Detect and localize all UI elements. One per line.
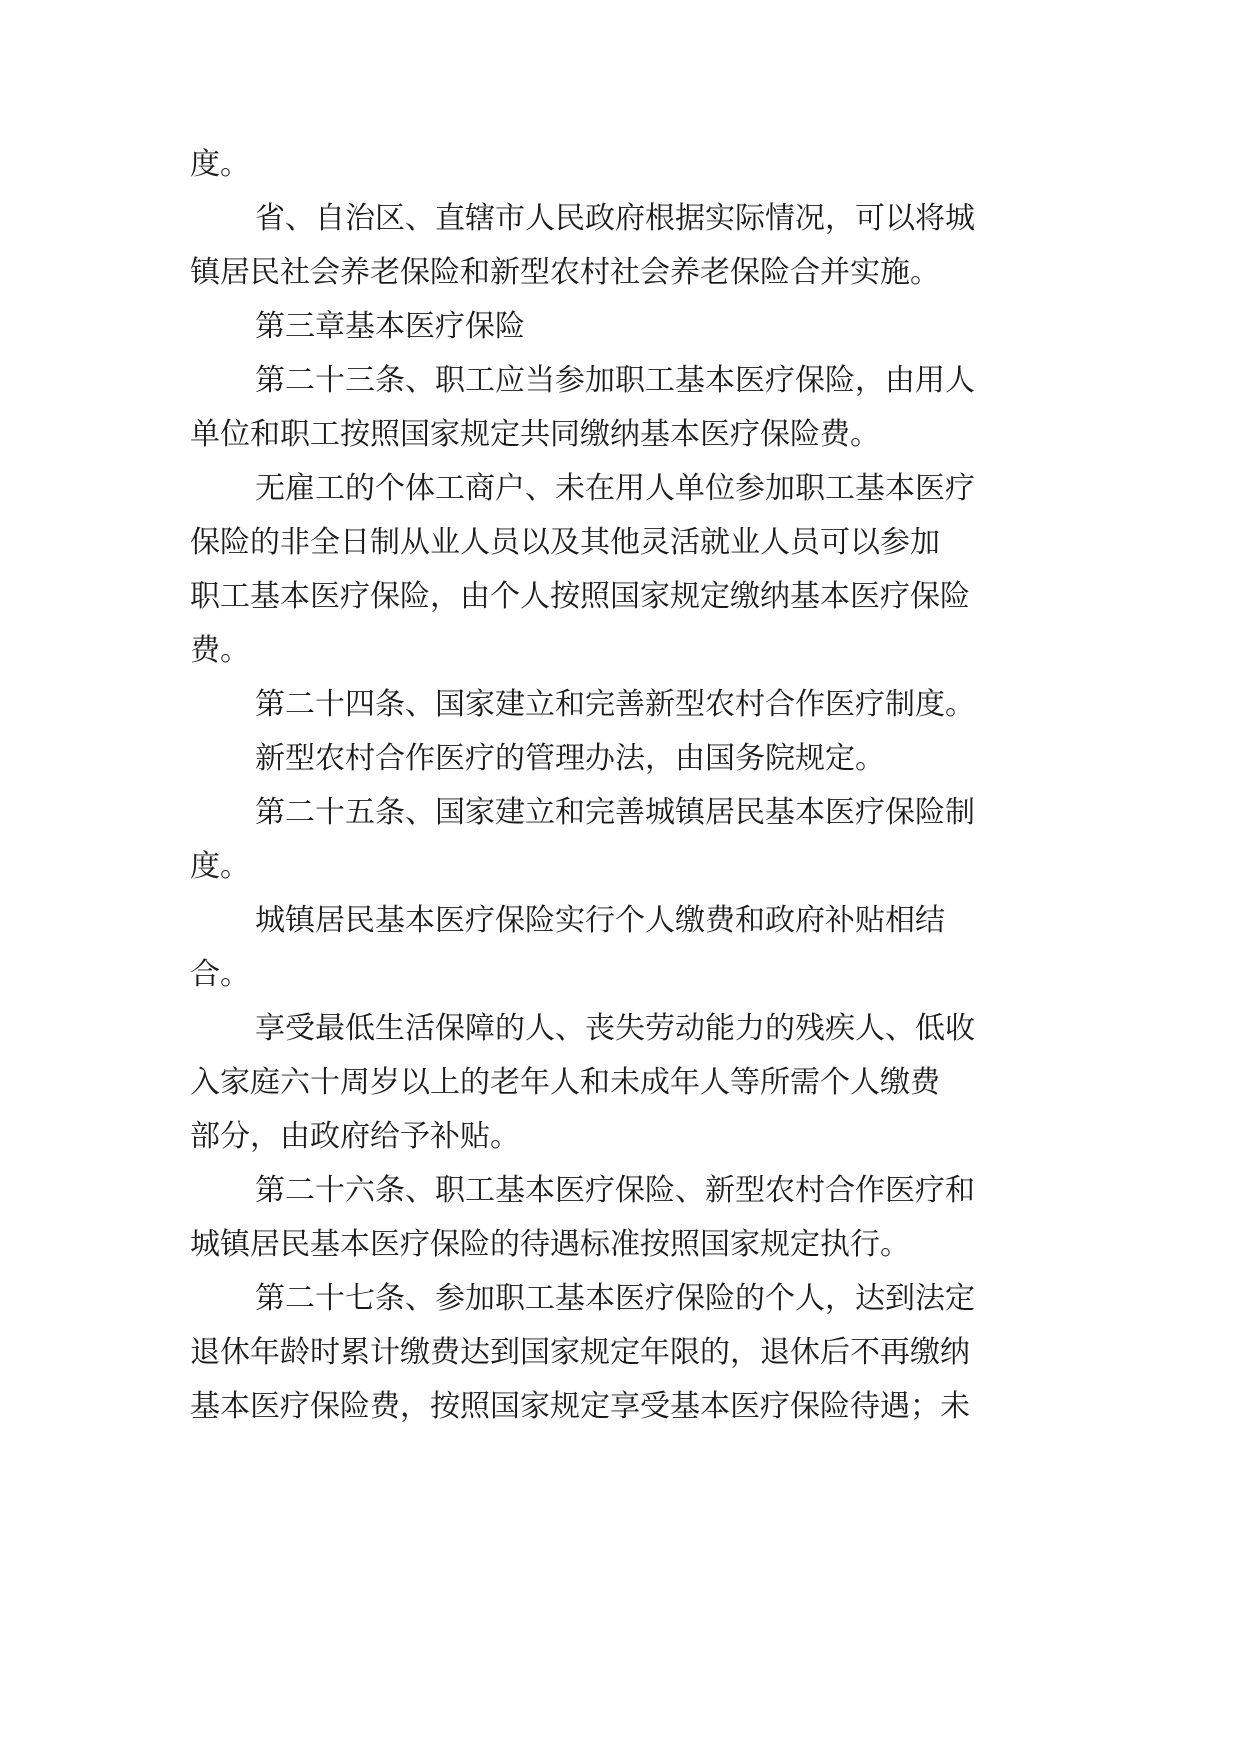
text-line: 合。 <box>190 957 250 992</box>
text-line: 费。 <box>190 633 250 668</box>
text-line: 部分，由政府给予补贴。 <box>190 1119 520 1154</box>
text-line: 无雇工的个体工商户、未在用人单位参加职工基本医疗 <box>255 471 975 506</box>
text-line: 度。 <box>190 147 250 182</box>
text-line: 新型农村合作医疗的管理办法，由国务院规定。 <box>255 741 885 776</box>
text-line: 退休年龄时累计缴费达到国家规定年限的，退休后不再缴纳 <box>190 1335 970 1370</box>
text-line: 第二十四条、国家建立和完善新型农村合作医疗制度。 <box>255 687 975 722</box>
text-line: 第二十五条、国家建立和完善城镇居民基本医疗保险制 <box>255 795 975 830</box>
text-line: 度。 <box>190 849 250 884</box>
text-line: 单位和职工按照国家规定共同缴纳基本医疗保险费。 <box>190 417 880 452</box>
text-line: 第二十六条、职工基本医疗保险、新型农村合作医疗和 <box>255 1173 975 1208</box>
text-line: 城镇居民基本医疗保险的待遇标准按照国家规定执行。 <box>190 1227 910 1262</box>
text-line: 第二十七条、参加职工基本医疗保险的个人，达到法定 <box>255 1281 975 1316</box>
text-line: 入家庭六十周岁以上的老年人和未成年人等所需个人缴费 <box>190 1065 940 1100</box>
text-line: 职工基本医疗保险，由个人按照国家规定缴纳基本医疗保险 <box>190 579 970 614</box>
text-line: 享受最低生活保障的人、丧失劳动能力的残疾人、低收 <box>255 1011 975 1046</box>
text-line: 基本医疗保险费，按照国家规定享受基本医疗保险待遇；未 <box>190 1389 970 1424</box>
text-line: 省、自治区、直辖市人民政府根据实际情况，可以将城 <box>255 201 975 236</box>
text-line: 第二十三条、职工应当参加职工基本医疗保险，由用人 <box>255 363 975 398</box>
chapter-heading: 第三章基本医疗保险 <box>255 309 525 344</box>
text-line: 保险的非全日制从业人员以及其他灵活就业人员可以参加 <box>190 525 940 560</box>
text-line: 镇居民社会养老保险和新型农村社会养老保险合并实施。 <box>190 255 940 290</box>
text-line: 城镇居民基本医疗保险实行个人缴费和政府补贴相结 <box>255 903 945 938</box>
